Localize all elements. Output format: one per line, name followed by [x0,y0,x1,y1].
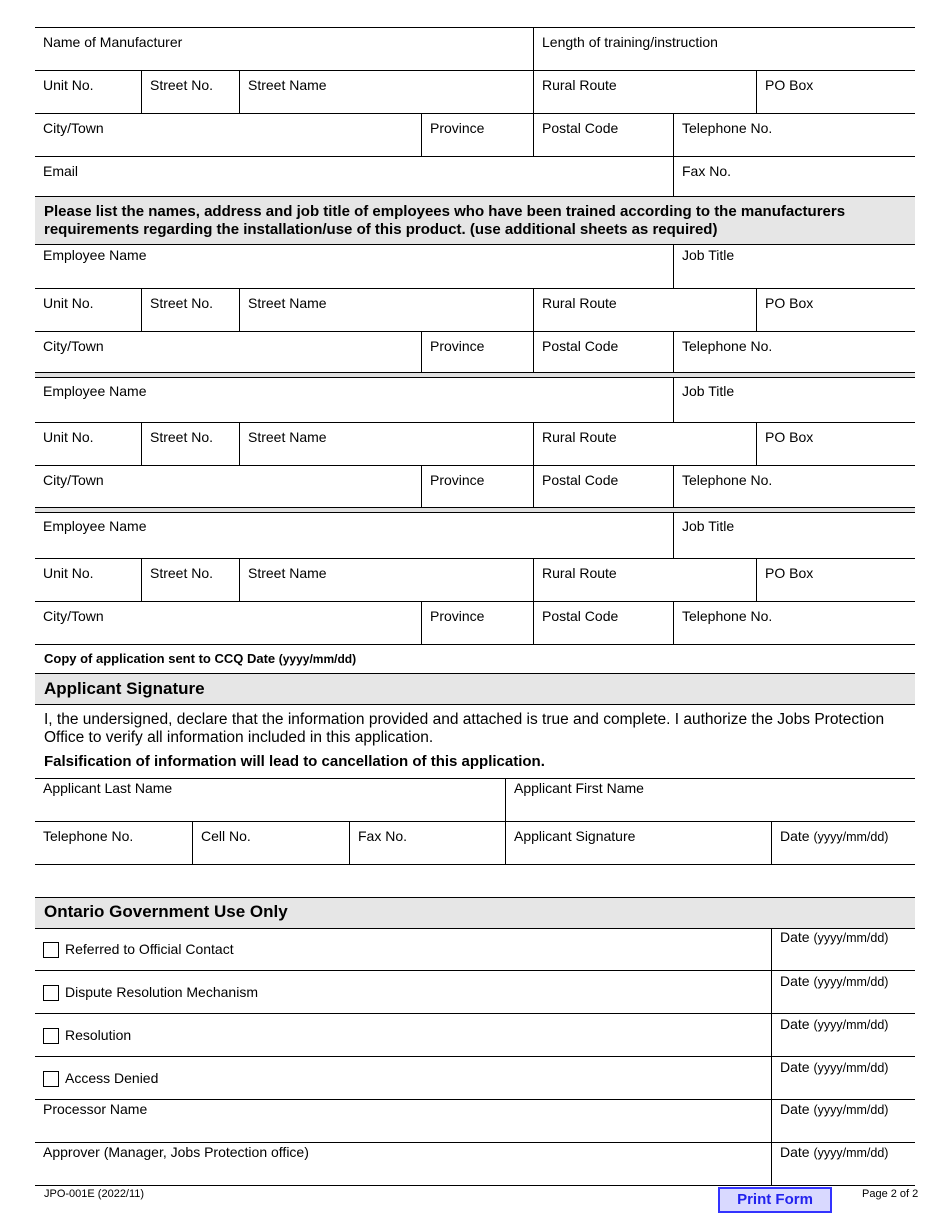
province-label: Province [430,608,485,624]
street-name-label: Street Name [248,565,327,581]
street-no-field[interactable] [141,71,239,113]
postal-code-field[interactable] [533,332,673,374]
resolution-label: Resolution [65,1027,132,1043]
city-label: City/Town [43,120,104,136]
employee-block-1 [35,244,915,374]
ccq-date-label: Copy of application sent to CCQ Date [44,651,276,666]
telephone-label: Telephone No. [682,338,773,354]
job-title-field[interactable] [673,377,915,422]
manufacturer-section [35,27,915,199]
province-field[interactable] [421,332,533,374]
employee-name-field[interactable] [35,377,673,422]
employee-instructions [35,196,915,244]
street-no-label: Street No. [150,565,214,581]
city-label: City/Town [43,472,104,488]
telephone-field[interactable] [673,332,915,374]
telephone-label: Telephone No. [682,120,773,136]
unit-no-field[interactable] [35,559,141,601]
applicant-fields [35,778,915,865]
po-box-label: PO Box [765,429,814,445]
fax-field[interactable] [673,157,915,199]
employee-instructions-text: Please list the names, address and job title of employees who have been trained according to the manufacturers requirements regarding the installation/use of this product. (use additional sheets as required) [44,203,846,238]
dispute-checkbox[interactable] [43,985,59,1001]
job-title-field[interactable] [673,245,915,288]
manufacturer-address-row [35,70,915,113]
employee-name-label: Employee Name [43,247,147,263]
telephone-label: Telephone No. [682,608,773,624]
fax-label: Fax No. [682,163,732,179]
form-id: JPO-001E (2022/11) [44,1188,145,1200]
resolution-checkbox-field[interactable] [35,1014,771,1056]
applicant-signature-title: Applicant Signature [44,679,205,698]
street-no-field[interactable] [141,559,239,601]
street-no-label: Street No. [150,429,214,445]
unit-no-label: Unit No. [43,77,94,93]
declaration-text: I, the undersigned, declare that the information provided and attached is true and complete. I authorize the Jobs Protection Office to verify all information included in this application. [44,711,885,746]
access-denied-checkbox-field[interactable] [35,1057,771,1099]
street-name-field[interactable] [239,71,533,113]
manufacturer-email-row [35,156,915,199]
training-length-label: Length of training/instruction [542,34,718,50]
date-label: Date (yyyy/mm/dd) [780,973,889,989]
manufacturer-name-field[interactable] [35,28,533,70]
date-label: Date (yyyy/mm/dd) [780,1144,889,1160]
employee-name-field[interactable] [35,512,673,558]
rural-route-field[interactable] [533,559,756,601]
applicant-signature-label: Applicant Signature [514,828,636,844]
processor-date-field[interactable] [771,1100,915,1142]
applicant-signature-field[interactable] [505,822,771,864]
province-field[interactable] [421,466,533,508]
manufacturer-city-row [35,113,915,156]
rural-route-label: Rural Route [542,429,617,445]
applicant-cell-field[interactable] [192,822,349,864]
applicant-date-field[interactable] [771,822,915,864]
access-denied-checkbox[interactable] [43,1071,59,1087]
postal-code-label: Postal Code [542,472,619,488]
city-label: City/Town [43,608,104,624]
gov-use-header [35,897,915,929]
processor-name-field[interactable] [35,1100,771,1142]
street-name-field[interactable] [239,559,533,601]
approver-name-field[interactable] [35,1143,771,1185]
po-box-field[interactable] [756,423,915,465]
access-denied-label: Access Denied [65,1070,159,1086]
po-box-label: PO Box [765,565,814,581]
rural-route-label: Rural Route [542,565,617,581]
city-field[interactable] [35,332,421,374]
applicant-last-name-label: Applicant Last Name [43,780,173,796]
applicant-cell-label: Cell No. [201,828,251,844]
manufacturer-name-row [35,27,915,70]
unit-no-field[interactable] [35,71,141,113]
telephone-label: Telephone No. [682,472,773,488]
street-name-label: Street Name [248,295,327,311]
employee-block-2 [35,377,915,508]
employee-name-label: Employee Name [43,383,147,399]
postal-code-field[interactable] [533,114,673,156]
telephone-field[interactable] [673,466,915,508]
street-name-field[interactable] [239,289,533,331]
page-number: Page 2 of 2 [862,1188,919,1200]
email-label: Email [43,163,79,179]
approver-date-field[interactable] [771,1143,915,1185]
date-label: Date (yyyy/mm/dd) [780,1059,889,1075]
gov-use-fields [35,928,915,1186]
telephone-field[interactable] [673,602,915,644]
applicant-last-name-field[interactable] [35,779,505,821]
date-label: Date (yyyy/mm/dd) [780,1016,889,1032]
rural-route-field[interactable] [533,423,756,465]
ccq-date-field[interactable] [44,651,356,666]
city-field[interactable] [35,466,421,508]
province-label: Province [430,338,485,354]
unit-no-label: Unit No. [43,565,94,581]
referred-checkbox-field[interactable] [35,928,771,970]
applicant-date-label: Date (yyyy/mm/dd) [780,828,889,844]
city-field[interactable] [35,114,421,156]
street-name-field[interactable] [239,423,533,465]
dispute-date-field[interactable] [771,971,915,1013]
street-no-label: Street No. [150,295,214,311]
employee-name-label: Employee Name [43,518,147,534]
applicant-fax-label: Fax No. [358,828,408,844]
po-box-field[interactable] [756,71,915,113]
po-box-field[interactable] [756,559,915,601]
manufacturer-name-label: Name of Manufacturer [43,34,183,50]
dispute-checkbox-field[interactable] [35,971,771,1013]
po-box-label: PO Box [765,77,814,93]
street-name-label: Street Name [248,77,327,93]
approver-name-label: Approver (Manager, Jobs Protection office) [43,1144,309,1160]
po-box-label: PO Box [765,295,814,311]
email-field[interactable] [35,157,673,199]
falsification-warning: Falsification of information will lead to cancellation of this application. [44,753,545,770]
street-no-field[interactable] [141,423,239,465]
resolution-checkbox[interactable] [43,1028,59,1044]
applicant-first-name-field[interactable] [505,779,915,821]
street-name-label: Street Name [248,429,327,445]
province-field[interactable] [421,602,533,644]
ccq-date-format: (yyyy/mm/dd) [278,652,357,666]
unit-no-field[interactable] [35,423,141,465]
rural-route-label: Rural Route [542,77,617,93]
processor-name-label: Processor Name [43,1101,148,1117]
job-title-field[interactable] [673,512,915,558]
postal-code-field[interactable] [533,466,673,508]
city-label: City/Town [43,338,104,354]
print-form-button[interactable]: Print Form [718,1187,832,1213]
street-no-label: Street No. [150,77,214,93]
applicant-signature-header [35,673,915,705]
date-label: Date (yyyy/mm/dd) [780,1101,889,1117]
po-box-field[interactable] [756,289,915,331]
referred-date-field[interactable] [771,928,915,970]
rural-route-field[interactable] [533,289,756,331]
city-field[interactable] [35,602,421,644]
unit-no-field[interactable] [35,289,141,331]
job-title-label: Job Title [682,247,735,263]
date-label: Date (yyyy/mm/dd) [780,929,889,945]
applicant-fax-field[interactable] [349,822,505,864]
rural-route-field[interactable] [533,71,756,113]
applicant-telephone-field[interactable] [35,822,192,864]
street-no-field[interactable] [141,289,239,331]
applicant-first-name-label: Applicant First Name [514,780,644,796]
job-title-label: Job Title [682,518,735,534]
training-length-field[interactable] [533,28,915,70]
dispute-label: Dispute Resolution Mechanism [65,984,258,1000]
employee-block-3 [35,512,915,645]
referred-label: Referred to Official Contact [65,941,234,957]
referred-checkbox[interactable] [43,942,59,958]
postal-code-field[interactable] [533,602,673,644]
postal-code-label: Postal Code [542,120,619,136]
job-title-label: Job Title [682,383,735,399]
unit-no-label: Unit No. [43,295,94,311]
gov-use-title: Ontario Government Use Only [44,902,288,921]
access-denied-date-field[interactable] [771,1057,915,1099]
applicant-telephone-label: Telephone No. [43,828,134,844]
province-field[interactable] [421,114,533,156]
unit-no-label: Unit No. [43,429,94,445]
telephone-field[interactable] [673,114,915,156]
province-label: Province [430,472,485,488]
postal-code-label: Postal Code [542,338,619,354]
employee-name-field[interactable] [35,245,673,288]
postal-code-label: Postal Code [542,608,619,624]
resolution-date-field[interactable] [771,1014,915,1056]
province-label: Province [430,120,485,136]
rural-route-label: Rural Route [542,295,617,311]
